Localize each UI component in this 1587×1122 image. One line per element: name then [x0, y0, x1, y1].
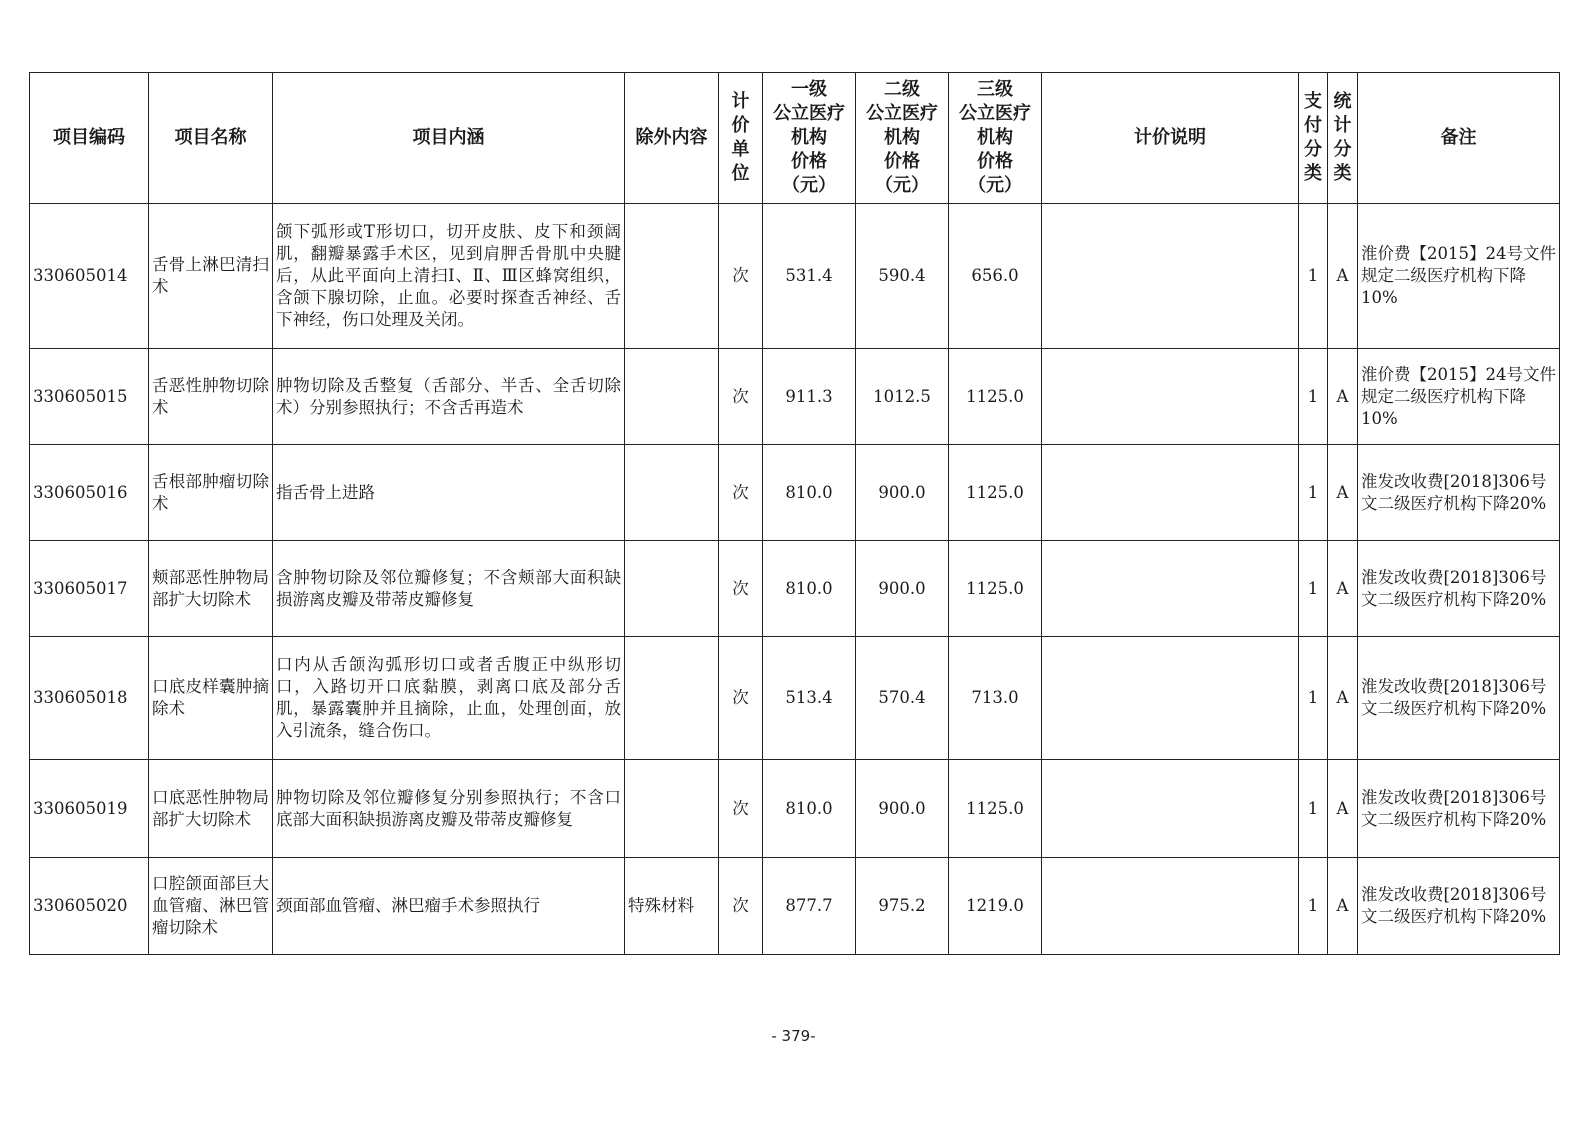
header-unit: 计 价 单 位 — [719, 73, 763, 204]
table-row — [30, 637, 1560, 760]
cell-code: 330605017 — [30, 541, 149, 637]
cell-price-level1: 810.0 — [763, 445, 856, 541]
cell-pricing-note — [1042, 858, 1299, 955]
cell-price-level1: 810.0 — [763, 760, 856, 858]
cell-unit: 次 — [719, 445, 763, 541]
cell-price-level1: 531.4 — [763, 204, 856, 349]
cell-name: 口腔颌面部巨大血管瘤、淋巴管瘤切除术 — [149, 858, 273, 955]
cell-name: 舌骨上淋巴清扫术 — [149, 204, 273, 349]
table-row — [30, 204, 1560, 349]
cell-price-level1: 810.0 — [763, 541, 856, 637]
cell-stat-class: A — [1328, 204, 1358, 349]
cell-exclusions — [625, 760, 719, 858]
cell-exclusions — [625, 445, 719, 541]
cell-payment-class: 1 — [1299, 858, 1328, 955]
cell-content: 颌下弧形或T形切口，切开皮肤、皮下和颈阔肌，翻瓣暴露手术区，见到肩胛舌骨肌中央腱后，从此平面向上清扫Ⅰ、Ⅱ、Ⅲ区蜂窝组织，含颌下腺切除，止血。必要时探查舌神经、舌下神经，伤口处理及关闭。 — [273, 204, 625, 349]
cell-stat-class: A — [1328, 760, 1358, 858]
cell-unit: 次 — [719, 637, 763, 760]
cell-payment-class: 1 — [1299, 541, 1328, 637]
cell-payment-class: 1 — [1299, 349, 1328, 445]
cell-remarks: 淮发改收费[2018]306号文二级医疗机构下降20% — [1358, 760, 1560, 858]
cell-code: 330605015 — [30, 349, 149, 445]
cell-name: 舌恶性肿物切除术 — [149, 349, 273, 445]
cell-content: 肿物切除及舌整复（舌部分、半舌、全舌切除术）分别参照执行；不含舌再造术 — [273, 349, 625, 445]
cell-pricing-note — [1042, 204, 1299, 349]
cell-price-level3: 656.0 — [949, 204, 1042, 349]
header-remarks: 备注 — [1358, 73, 1560, 204]
cell-content: 指舌骨上进路 — [273, 445, 625, 541]
cell-payment-class: 1 — [1299, 760, 1328, 858]
cell-price-level3: 1219.0 — [949, 858, 1042, 955]
table-row — [30, 349, 1560, 445]
header-pricing-note: 计价说明 — [1042, 73, 1299, 204]
cell-remarks: 淮发改收费[2018]306号文二级医疗机构下降20% — [1358, 637, 1560, 760]
cell-price-level2: 1012.5 — [856, 349, 949, 445]
cell-exclusions — [625, 541, 719, 637]
cell-payment-class: 1 — [1299, 204, 1328, 349]
table-row — [30, 858, 1560, 955]
cell-code: 330605019 — [30, 760, 149, 858]
cell-remarks: 淮价费【2015】24号文件规定二级医疗机构下降10% — [1358, 204, 1560, 349]
cell-content: 口内从舌颌沟弧形切口或者舌腹正中纵形切口，入路切开口底黏膜，剥离口底及部分舌肌，暴露囊肿并且摘除，止血，处理创面，放入引流条，缝合伤口。 — [273, 637, 625, 760]
cell-pricing-note — [1042, 445, 1299, 541]
header-name: 项目名称 — [149, 73, 273, 204]
cell-pricing-note — [1042, 349, 1299, 445]
header-payment-class: 支 付 分 类 — [1299, 73, 1328, 204]
cell-stat-class: A — [1328, 637, 1358, 760]
cell-price-level1: 513.4 — [763, 637, 856, 760]
cell-exclusions — [625, 349, 719, 445]
cell-code: 330605020 — [30, 858, 149, 955]
header-code: 项目编码 — [30, 73, 149, 204]
table-row — [30, 541, 1560, 637]
cell-price-level3: 713.0 — [949, 637, 1042, 760]
cell-code: 330605018 — [30, 637, 149, 760]
cell-stat-class: A — [1328, 445, 1358, 541]
cell-price-level2: 570.4 — [856, 637, 949, 760]
cell-unit: 次 — [719, 541, 763, 637]
cell-name: 舌根部肿瘤切除术 — [149, 445, 273, 541]
cell-price-level3: 1125.0 — [949, 541, 1042, 637]
table-row — [30, 760, 1560, 858]
cell-price-level3: 1125.0 — [949, 445, 1042, 541]
table-row — [30, 445, 1560, 541]
cell-name: 口底恶性肿物局部扩大切除术 — [149, 760, 273, 858]
cell-content: 含肿物切除及邻位瓣修复；不含颊部大面积缺损游离皮瓣及带蒂皮瓣修复 — [273, 541, 625, 637]
cell-code: 330605016 — [30, 445, 149, 541]
header-exclusions: 除外内容 — [625, 73, 719, 204]
cell-payment-class: 1 — [1299, 637, 1328, 760]
cell-content: 肿物切除及邻位瓣修复分别参照执行；不含口底部大面积缺损游离皮瓣及带蒂皮瓣修复 — [273, 760, 625, 858]
cell-name: 口底皮样囊肿摘除术 — [149, 637, 273, 760]
header-price-level2: 二级 公立医疗 机构 价格 （元） — [856, 73, 949, 204]
cell-price-level2: 900.0 — [856, 445, 949, 541]
cell-price-level2: 900.0 — [856, 760, 949, 858]
cell-price-level1: 877.7 — [763, 858, 856, 955]
header-stat-class: 统 计 分 类 — [1328, 73, 1358, 204]
cell-content: 颈面部血管瘤、淋巴瘤手术参照执行 — [273, 858, 625, 955]
cell-stat-class: A — [1328, 541, 1358, 637]
cell-name: 颊部恶性肿物局部扩大切除术 — [149, 541, 273, 637]
cell-pricing-note — [1042, 541, 1299, 637]
cell-exclusions — [625, 204, 719, 349]
cell-pricing-note — [1042, 760, 1299, 858]
cell-unit: 次 — [719, 858, 763, 955]
header-price-level1: 一级 公立医疗 机构 价格 （元） — [763, 73, 856, 204]
cell-unit: 次 — [719, 760, 763, 858]
cell-remarks: 淮价费【2015】24号文件规定二级医疗机构下降10% — [1358, 349, 1560, 445]
cell-remarks: 淮发改收费[2018]306号文二级医疗机构下降20% — [1358, 858, 1560, 955]
cell-payment-class: 1 — [1299, 445, 1328, 541]
price-table — [29, 72, 1560, 955]
cell-price-level3: 1125.0 — [949, 760, 1042, 858]
table-header-row — [30, 73, 1560, 204]
page-number: - 379- — [771, 1027, 816, 1045]
cell-price-level3: 1125.0 — [949, 349, 1042, 445]
cell-price-level1: 911.3 — [763, 349, 856, 445]
cell-unit: 次 — [719, 204, 763, 349]
header-content: 项目内涵 — [273, 73, 625, 204]
cell-price-level2: 590.4 — [856, 204, 949, 349]
cell-unit: 次 — [719, 349, 763, 445]
cell-code: 330605014 — [30, 204, 149, 349]
cell-stat-class: A — [1328, 858, 1358, 955]
cell-pricing-note — [1042, 637, 1299, 760]
cell-exclusions — [625, 637, 719, 760]
cell-remarks: 淮发改收费[2018]306号文二级医疗机构下降20% — [1358, 445, 1560, 541]
cell-stat-class: A — [1328, 349, 1358, 445]
cell-exclusions: 特殊材料 — [625, 858, 719, 955]
cell-remarks: 淮发改收费[2018]306号文二级医疗机构下降20% — [1358, 541, 1560, 637]
cell-price-level2: 900.0 — [856, 541, 949, 637]
header-price-level3: 三级 公立医疗 机构 价格 （元） — [949, 73, 1042, 204]
cell-price-level2: 975.2 — [856, 858, 949, 955]
